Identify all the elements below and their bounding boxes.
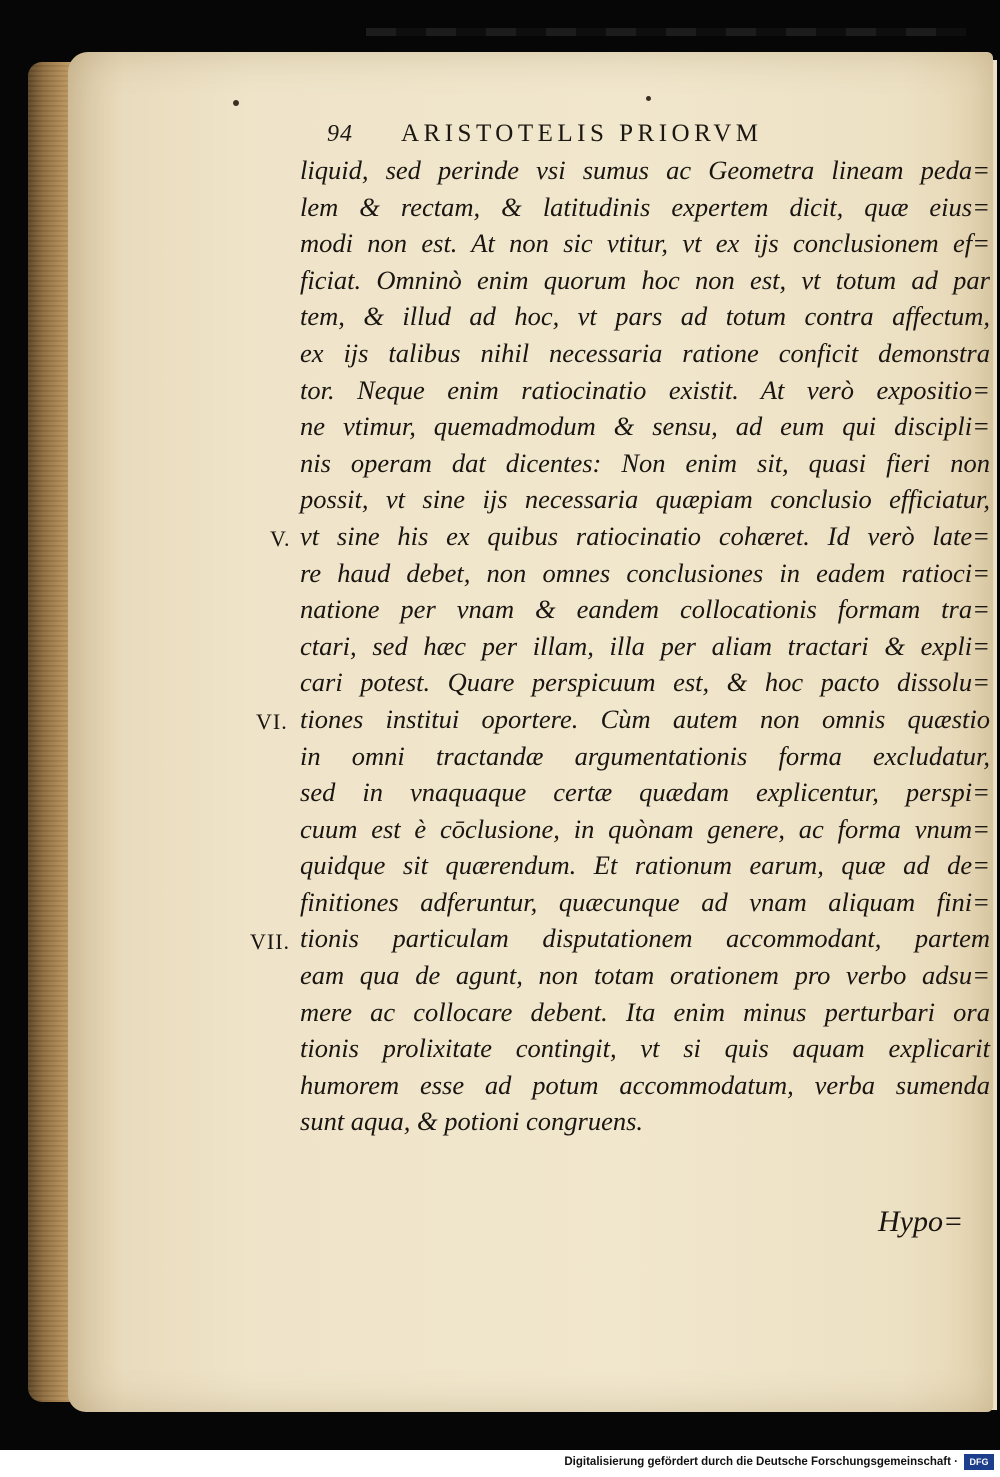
text-line: vt sine his ex quibus ratiocinatio cohæret. Id verò late= (300, 520, 990, 551)
text-line: tionis prolixitate contingit, vt si quis aquam explicarit (300, 1033, 990, 1064)
text-line: ne vtimur, quemadmodum & sensu, ad eum qui discipli= (300, 411, 990, 442)
scan-scale-bar (366, 28, 966, 36)
ink-spot (646, 96, 651, 101)
ink-spot (233, 100, 239, 106)
text-line: ex ijs talibus nihil necessaria ratione conficit demonstra (300, 337, 990, 368)
body-text (300, 152, 990, 1140)
running-head (327, 120, 827, 156)
text-line: tionis particulam disputationem accommodant, partem (300, 923, 990, 954)
text-line: cuum est è cōclusione, in quònam genere, ac forma vnum= (300, 813, 990, 844)
text-line: eam qua de agunt, non totam orationem pro verbo adsu= (300, 960, 990, 991)
text-line: in omni tractandæ argumentationis forma excludatur, (300, 740, 990, 771)
text-line: modi non est. At non sic vtitur, vt ex ijs conclusionem ef= (300, 228, 990, 259)
text-line: mere ac collocare debent. Ita enim minus perturbari ora (300, 996, 990, 1027)
text-line: quidque sit quærendum. Et rationum earum, quæ ad de= (300, 850, 990, 881)
text-line: sunt aqua, & potioni congruens. (300, 1106, 644, 1137)
footer-credit: Digitalisierung gefördert durch die Deutsche Forschungsgemeinschaft · (564, 1456, 958, 1468)
dfg-logo: DFG (964, 1454, 994, 1470)
text-line: finitiones adferuntur, quæcunque ad vnam aliquam fini= (300, 886, 990, 917)
text-line: cari potest. Quare perspicuum est, & hoc pacto dissolu= (300, 667, 990, 698)
text-line: ficiat. Omninò enim quorum hoc non est, vt totum ad par (300, 264, 990, 295)
text-line: tiones institui oportere. Cùm autem non omnis quæstio (300, 703, 990, 734)
running-head-title: ARISTOTELIS PRIORVM (401, 120, 763, 147)
text-line: lem & rectam, & latitudinis expertem dicit, quæ eius= (300, 191, 990, 222)
catchword: Hypo= (878, 1205, 964, 1238)
text-line: tem, & illud ad hoc, vt pars ad totum contra affectum, (300, 301, 990, 332)
text-line: possit, vt sine ijs necessaria quæpiam conclusio efficiatur, (300, 484, 990, 515)
page-number: 94 (327, 121, 353, 147)
text-line: nis operam dat dicentes: Non enim sit, quasi fieri non (300, 447, 990, 478)
text-line: sed in vnaquaque certæ quædam explicentur, perspi= (300, 777, 990, 808)
text-line: re haud debet, non omnes conclusiones in eadem ratioci= (300, 557, 990, 588)
text-line: liquid, sed perinde vsi sumus ac Geometra lineam peda= (300, 155, 990, 185)
text-line: humorem esse ad potum accommodatum, verba sumenda (300, 1069, 990, 1100)
text-line: ctari, sed hæc per illam, illa per aliam tractari & expli= (300, 630, 990, 661)
text-line: natione per vnam & eandem collocationis formam tra= (300, 594, 990, 625)
text-line: tor. Neque enim ratiocinatio existit. At verò expositio= (300, 374, 990, 405)
marginal-section-number: VII. (250, 928, 291, 954)
marginal-section-number: VI. (256, 709, 288, 734)
marginal-section-number: V. (270, 526, 291, 551)
